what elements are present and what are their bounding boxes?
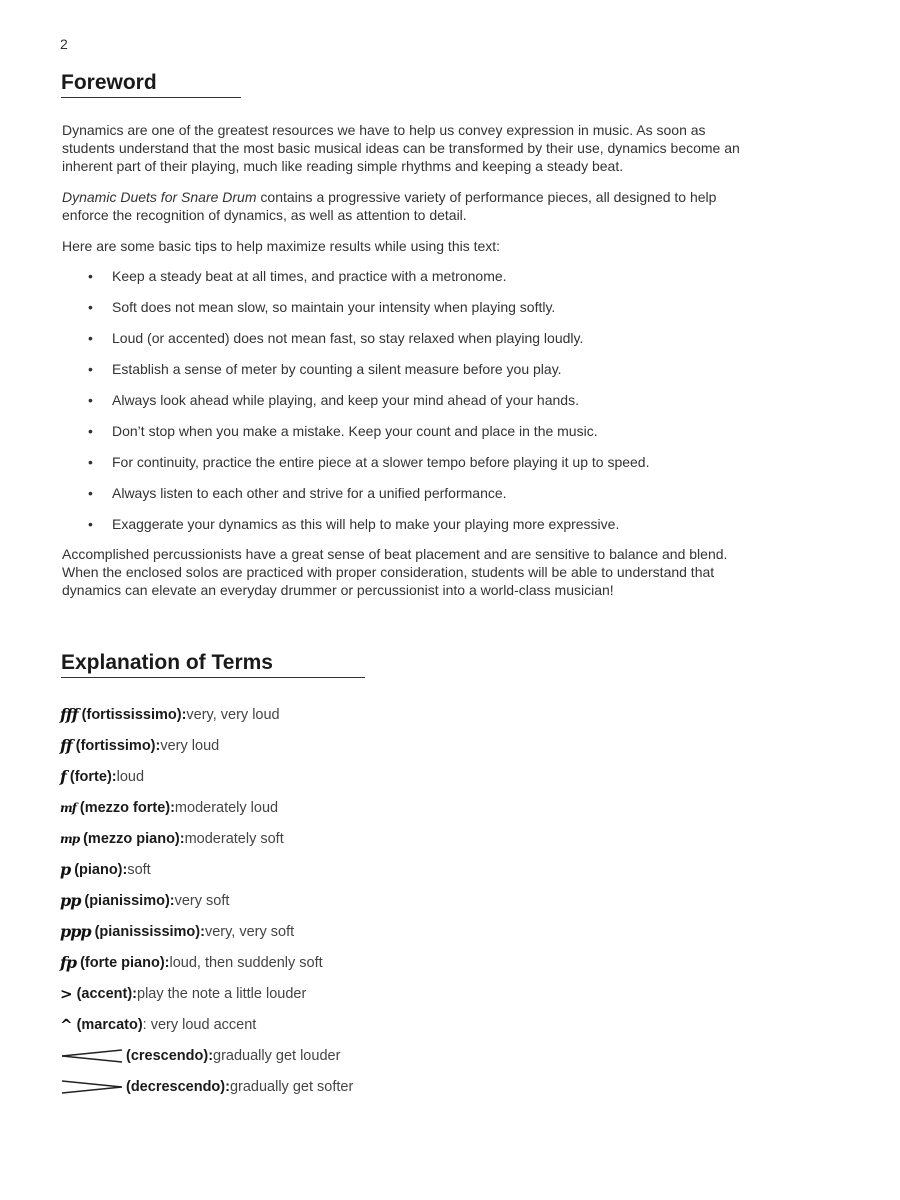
- piano-symbol: p: [60, 859, 71, 879]
- tip-text: Don’t stop when you make a mistake. Keep your count and place in the music.: [112, 423, 598, 439]
- tip-text: Exaggerate your dynamics as this will help to make your playing more expressive.: [112, 516, 620, 532]
- forte-symbol: f: [60, 766, 66, 786]
- term-pianissimo: [60, 885, 353, 916]
- list-item: [62, 391, 762, 422]
- term-definition: : very loud accent: [142, 1016, 257, 1033]
- foreword-closing: [62, 545, 762, 599]
- tips-intro: [62, 237, 762, 255]
- term-piano: [60, 854, 353, 885]
- term-definition: very loud: [160, 737, 220, 754]
- paragraph-text: Here are some basic tips to help maximize results while using this text:: [62, 238, 501, 254]
- term-name: (fortississimo):: [81, 706, 187, 723]
- list-item: [62, 515, 762, 546]
- bullet-icon: •: [88, 485, 93, 501]
- term-definition: moderately loud: [174, 799, 279, 816]
- book-title: Dynamic Duets for Snare Drum: [62, 189, 257, 205]
- tip-text: Establish a sense of meter by counting a silent measure before you play.: [112, 361, 562, 377]
- term-definition: very, very loud: [186, 706, 280, 723]
- term-name: (marcato): [76, 1016, 143, 1033]
- term-forte-piano: [60, 947, 353, 978]
- paragraph-text: [62, 188, 762, 224]
- page-number: 2: [60, 36, 68, 52]
- pianissimo-symbol: pp: [60, 890, 81, 910]
- term-name: (forte):: [69, 768, 117, 785]
- bullet-icon: •: [88, 330, 93, 346]
- term-fortissimo: [60, 730, 353, 761]
- tip-text: Soft does not mean slow, so maintain your intensity when playing softly.: [112, 299, 556, 315]
- crescendo-hairpin-icon: [60, 1048, 124, 1064]
- term-pianississimo: [60, 916, 353, 947]
- term-name: (forte piano):: [80, 954, 170, 971]
- fortissimo-symbol: ff: [60, 735, 72, 755]
- term-definition: play the note a little louder: [137, 985, 307, 1002]
- bullet-icon: •: [88, 268, 93, 284]
- list-item: [62, 422, 762, 453]
- mezzo-piano-symbol: mp: [60, 831, 80, 846]
- list-item: [62, 484, 762, 515]
- term-definition: gradually get louder: [213, 1047, 341, 1064]
- term-fortississimo: [60, 699, 353, 730]
- term-forte: [60, 761, 353, 792]
- term-name: (mezzo piano):: [83, 830, 185, 847]
- tip-text: Loud (or accented) does not mean fast, so stay relaxed when playing loudly.: [112, 330, 584, 346]
- tip-text: Always look ahead while playing, and keep your mind ahead of your hands.: [112, 392, 579, 408]
- list-item: [62, 298, 762, 329]
- term-definition: gradually get softer: [229, 1078, 354, 1095]
- tip-text: For continuity, practice the entire piece at a slower tempo before playing it up to speed.: [112, 454, 650, 470]
- term-definition: very soft: [174, 892, 230, 909]
- tips-list: [62, 267, 762, 546]
- fortississimo-symbol: fff: [60, 704, 78, 724]
- term-name: (pianissimo):: [84, 892, 175, 909]
- term-definition: moderately soft: [184, 830, 284, 847]
- term-marcato: [60, 1009, 353, 1040]
- paragraph-text: Accomplished percussionists have a great sense of beat placement and are sensitive to balance and blend. When the enclosed solos are practiced with proper consideration, students will be able to understand that dynamics can elevate an everyday drummer or percussionist into a world-class musician!: [62, 546, 728, 598]
- list-item: [62, 360, 762, 391]
- forte-piano-symbol: fp: [60, 952, 77, 972]
- bullet-icon: •: [88, 299, 93, 315]
- term-definition: soft: [127, 861, 151, 878]
- term-name: (fortissimo):: [75, 737, 161, 754]
- mezzo-forte-symbol: mf: [60, 800, 76, 815]
- bullet-icon: •: [88, 423, 93, 439]
- paragraph-text: Dynamics are one of the greatest resources we have to help us convey expression in music. As soon as students understand that the most basic musical ideas can be transformed by their use, dynamics become an inherent part of their playing, much like reading simple rhythms and keeping a steady beat.: [62, 122, 740, 174]
- term-mezzo-piano: [60, 823, 353, 854]
- term-crescendo: [60, 1040, 353, 1071]
- foreword-paragraph-2: [62, 188, 762, 224]
- tip-text: Always listen to each other and strive for a unified performance.: [112, 485, 507, 501]
- bullet-icon: •: [88, 516, 93, 532]
- term-definition: very, very soft: [204, 923, 295, 940]
- terms-list: [60, 699, 353, 1102]
- terms-heading: Explanation of Terms: [61, 651, 365, 678]
- bullet-icon: •: [88, 392, 93, 408]
- term-definition: loud, then suddenly soft: [169, 954, 323, 971]
- term-decrescendo: [60, 1071, 353, 1102]
- list-item: [62, 267, 762, 298]
- foreword-paragraph-1: [62, 121, 762, 175]
- decrescendo-hairpin-icon: [60, 1079, 124, 1095]
- term-name: (mezzo forte):: [79, 799, 175, 816]
- term-accent: [60, 978, 353, 1009]
- list-item: [62, 453, 762, 484]
- bullet-icon: •: [88, 454, 93, 470]
- pianississimo-symbol: ppp: [60, 921, 91, 941]
- accent-symbol: >: [60, 984, 73, 1003]
- term-name: (pianississimo):: [94, 923, 205, 940]
- foreword-heading: Foreword: [61, 71, 241, 98]
- term-name: (accent):: [76, 985, 138, 1002]
- term-name: (piano):: [74, 861, 128, 878]
- term-name: (decrescendo):: [126, 1078, 230, 1095]
- term-definition: loud: [116, 768, 145, 785]
- term-name: (crescendo):: [126, 1047, 214, 1064]
- paragraph-rest: contains a progressive variety of performance pieces, all designed to help enforce the recognition of dynamics, as well as attention to detail.: [62, 189, 717, 223]
- tip-text: Keep a steady beat at all times, and practice with a metronome.: [112, 268, 507, 284]
- term-mezzo-forte: [60, 792, 353, 823]
- list-item: [62, 329, 762, 360]
- marcato-symbol: ^: [60, 1015, 73, 1034]
- bullet-icon: •: [88, 361, 93, 377]
